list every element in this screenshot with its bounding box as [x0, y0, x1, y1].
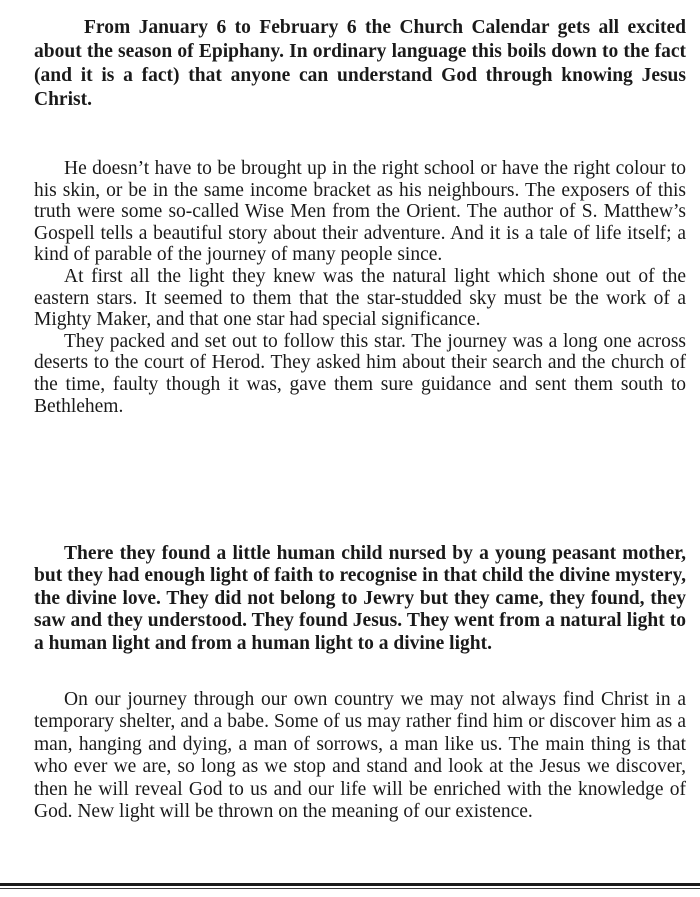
intro-paragraph: From January 6 to February 6 the Church Calendar gets all excited about the season of Epiphany. In ordinary language this boils down to the fact (and it is a fact) that anyone can understand God through knowing Jesus Christ.: [34, 17, 686, 110]
bold-paragraph-found-jesus: There they found a little human child nursed by a young peasant mother, but they had enough light of faith to recognise in that child the divine mystery, the divine love. They did not belong to Jewry but they came, they found, they saw and they understood. They found Jesus. They went from a natural light to a human light and from a human light to a divine light.: [34, 543, 686, 654]
body-paragraph-natural-light: At first all the light they knew was the natural light which shone out of the eastern stars. It seemed to them that the star-studded sky must be the work of a Mighty Maker, and that one star had special significance.: [34, 265, 686, 331]
body-paragraph-wise-men: He doesn’t have to be brought up in the right school or have the right colour to his skin, or be in the same income bracket as his neighbours. The exposers of this truth were some so-called Wise Men from the Orient. The author of S. Matthew’s Gospell tells a beautiful story about their adventure. And it is a tale of life itself; a kind of parable of the journey of many people since.: [34, 158, 686, 266]
body-section: [34, 158, 686, 417]
closing-paragraph: On our journey through our own country we may not always find Christ in a temporary shelter, and a babe. Some of us may rather find him or discover him as a man, hanging and dying, a man of sorrows, a man like us. The main thing is that who ever we are, so long as we stop and stand and look at the Jesus we discover, then he will reveal God to us and our life will be enriched with the knowledge of God. New light will be thrown on the meaning of our existence.: [34, 689, 686, 823]
bold-section: [34, 543, 686, 655]
bottom-rule-thin: [0, 888, 700, 889]
closing-section: [34, 689, 686, 823]
body-paragraph-journey: They packed and set out to follow this star. The journey was a long one across deserts to the court of Herod. They asked him about their search and the church of the time, faulty though it was, gave them sure guidance and sent them south to Bethlehem.: [34, 330, 686, 417]
bottom-rule-thick: [0, 883, 700, 886]
